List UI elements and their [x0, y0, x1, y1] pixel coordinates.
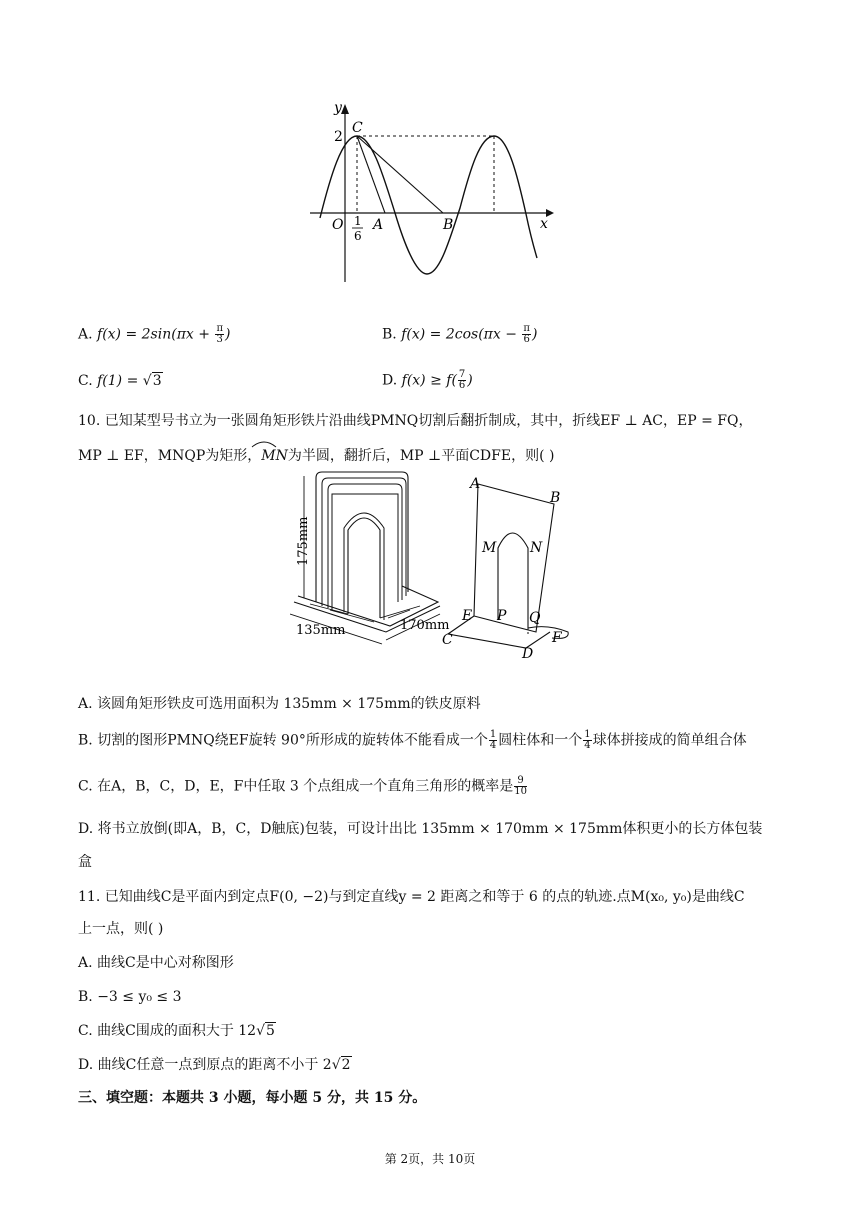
arc-symbol — [251, 440, 277, 448]
option-prefix: C. — [78, 373, 98, 389]
point-q: Q — [529, 610, 541, 626]
y-axis-arrow — [341, 104, 349, 114]
q9-option-c: C. f(1) = √3 — [78, 373, 162, 389]
option-expression: f(1) = — [97, 373, 143, 389]
numerator: 7 — [458, 369, 466, 380]
segment-cb — [357, 136, 443, 213]
option-text: D. 曲线C任意一点到原点的距离不小于 2 — [78, 1057, 332, 1073]
denominator: 3 — [216, 334, 223, 345]
denominator: 4 — [489, 740, 497, 751]
q9-option-a — [78, 324, 230, 345]
arc-mn: MN — [261, 448, 288, 464]
numerator: π — [216, 323, 224, 334]
tick-numerator: 1 — [354, 214, 362, 228]
sine-graph-figure — [300, 98, 560, 286]
page-footer: 第 2页，共 10页 — [384, 1152, 476, 1166]
q10-option-b — [78, 730, 747, 751]
y-value-label: 2 — [334, 129, 343, 145]
option-prefix: B. — [382, 326, 402, 343]
denominator: 10 — [514, 786, 527, 797]
point-e: E — [462, 608, 473, 624]
point-p: P — [497, 608, 507, 624]
q11-option-b: B. −3 ≤ y₀ ≤ 3 — [78, 989, 182, 1005]
sqrt-radicand: 3 — [152, 373, 162, 389]
q9-option-b — [382, 324, 537, 345]
sine-curve — [320, 136, 537, 274]
point-d: D — [522, 646, 534, 662]
option-expression-end: ) — [225, 326, 231, 343]
option-text: 圆柱体和一个 — [498, 732, 583, 749]
q10-option-c — [78, 776, 528, 797]
q11-option-a: A. 曲线C是中心对称图形 — [78, 955, 234, 971]
point-b-label: B — [443, 217, 454, 233]
point-n: N — [530, 540, 543, 556]
option-expression: f(x) = 2sin(πx + — [97, 326, 215, 343]
fraction — [489, 730, 497, 751]
q10-stem-line2 — [78, 446, 554, 466]
denominator: 4 — [584, 740, 591, 751]
fraction — [514, 776, 527, 797]
width-label: 135mm — [296, 623, 346, 638]
depth-label: 170mm — [400, 618, 450, 633]
option-prefix: A. — [78, 326, 98, 343]
q10-stem-part: MP ⊥ EF，MNQP为矩形， — [78, 448, 262, 464]
denominator: 6 — [523, 334, 530, 345]
x-axis-label: x — [540, 216, 548, 232]
bookstand-geometry-figure — [438, 474, 578, 664]
option-expression: f(x) = 2cos(πx − — [401, 326, 522, 343]
point-c: C — [442, 632, 453, 648]
point-m: M — [482, 540, 497, 556]
q10-option-d-line2: 盒 — [78, 854, 92, 870]
section-3-heading: 三、填空题：本题共 3 小题，每小题 5 分，共 15 分。 — [78, 1090, 427, 1106]
option-expression-end: ) — [467, 372, 473, 389]
q10-option-d-line1: D. 将书立放倒(即A，B，C，D触底)包装，可设计出比 135mm × 170mm × 175mm体积更小的长方体包装 — [78, 821, 763, 837]
point-a: A — [470, 476, 481, 492]
sqrt-radicand: 2 — [341, 1057, 351, 1073]
point-a-label: A — [373, 217, 384, 233]
origin-label: O — [332, 217, 344, 233]
fraction — [215, 324, 224, 345]
bookstand-photo-figure — [290, 468, 450, 648]
tick-denominator: 6 — [354, 229, 362, 243]
q11-option-c: C. 曲线C围成的面积大于 12√5 — [78, 1023, 275, 1039]
point-c-label: C — [352, 120, 363, 136]
option-expression: f(x) ≥ f( — [401, 372, 457, 389]
numerator: 1 — [489, 729, 497, 740]
q11-stem-line2: 上一点，则( ) — [78, 921, 164, 937]
q11-stem-line1: 11. 已知曲线C是平面内到定点F(0, −2)与到定直线y = 2 距离之和等于 6 的点的轨迹.点M(x₀, y₀)是曲线C — [78, 889, 745, 905]
option-text: 球体拼接成的简单组合体 — [592, 732, 747, 749]
q10-option-a: A. 该圆角矩形铁皮可选用面积为 135mm × 175mm的铁皮原料 — [78, 696, 481, 712]
option-text: B. 切割的图形PMNQ绕EF旋转 90°所形成的旋转体不能看成一个 — [78, 732, 488, 749]
plane-abqe — [474, 484, 554, 632]
numerator: π — [523, 323, 530, 334]
q10-stem-line1: 10. 已知某型号书立为一张圆角矩形铁片沿曲线PMNQ切割后翻折制成，其中，折线EF ⊥ AC，EP = FQ， — [78, 413, 753, 429]
sqrt-radicand: 5 — [266, 1023, 275, 1039]
y-axis-label: y — [334, 100, 342, 116]
option-text: C. 在A，B，C，D，E，F中任取 3 个点组成一个直角三角形的概率是 — [78, 778, 514, 795]
q9-option-d — [382, 370, 473, 391]
numerator: 1 — [584, 729, 591, 740]
option-text: C. 曲线C围成的面积大于 12 — [78, 1023, 257, 1039]
option-prefix: D. — [382, 372, 402, 389]
denominator: 6 — [458, 380, 466, 391]
option-expression-end: ) — [531, 326, 538, 343]
numerator: 9 — [514, 776, 527, 787]
q11-option-d: D. 曲线C任意一点到原点的距离不小于 2√2 — [78, 1057, 351, 1073]
point-f: F — [552, 630, 562, 646]
point-b: B — [550, 490, 561, 506]
q10-stem-part: 为半圆，翻折后，MP ⊥平面CDFE，则( ) — [287, 448, 555, 464]
height-label: 175mm — [296, 516, 311, 566]
fraction — [522, 324, 531, 345]
fraction — [583, 730, 591, 751]
fraction — [458, 370, 466, 391]
